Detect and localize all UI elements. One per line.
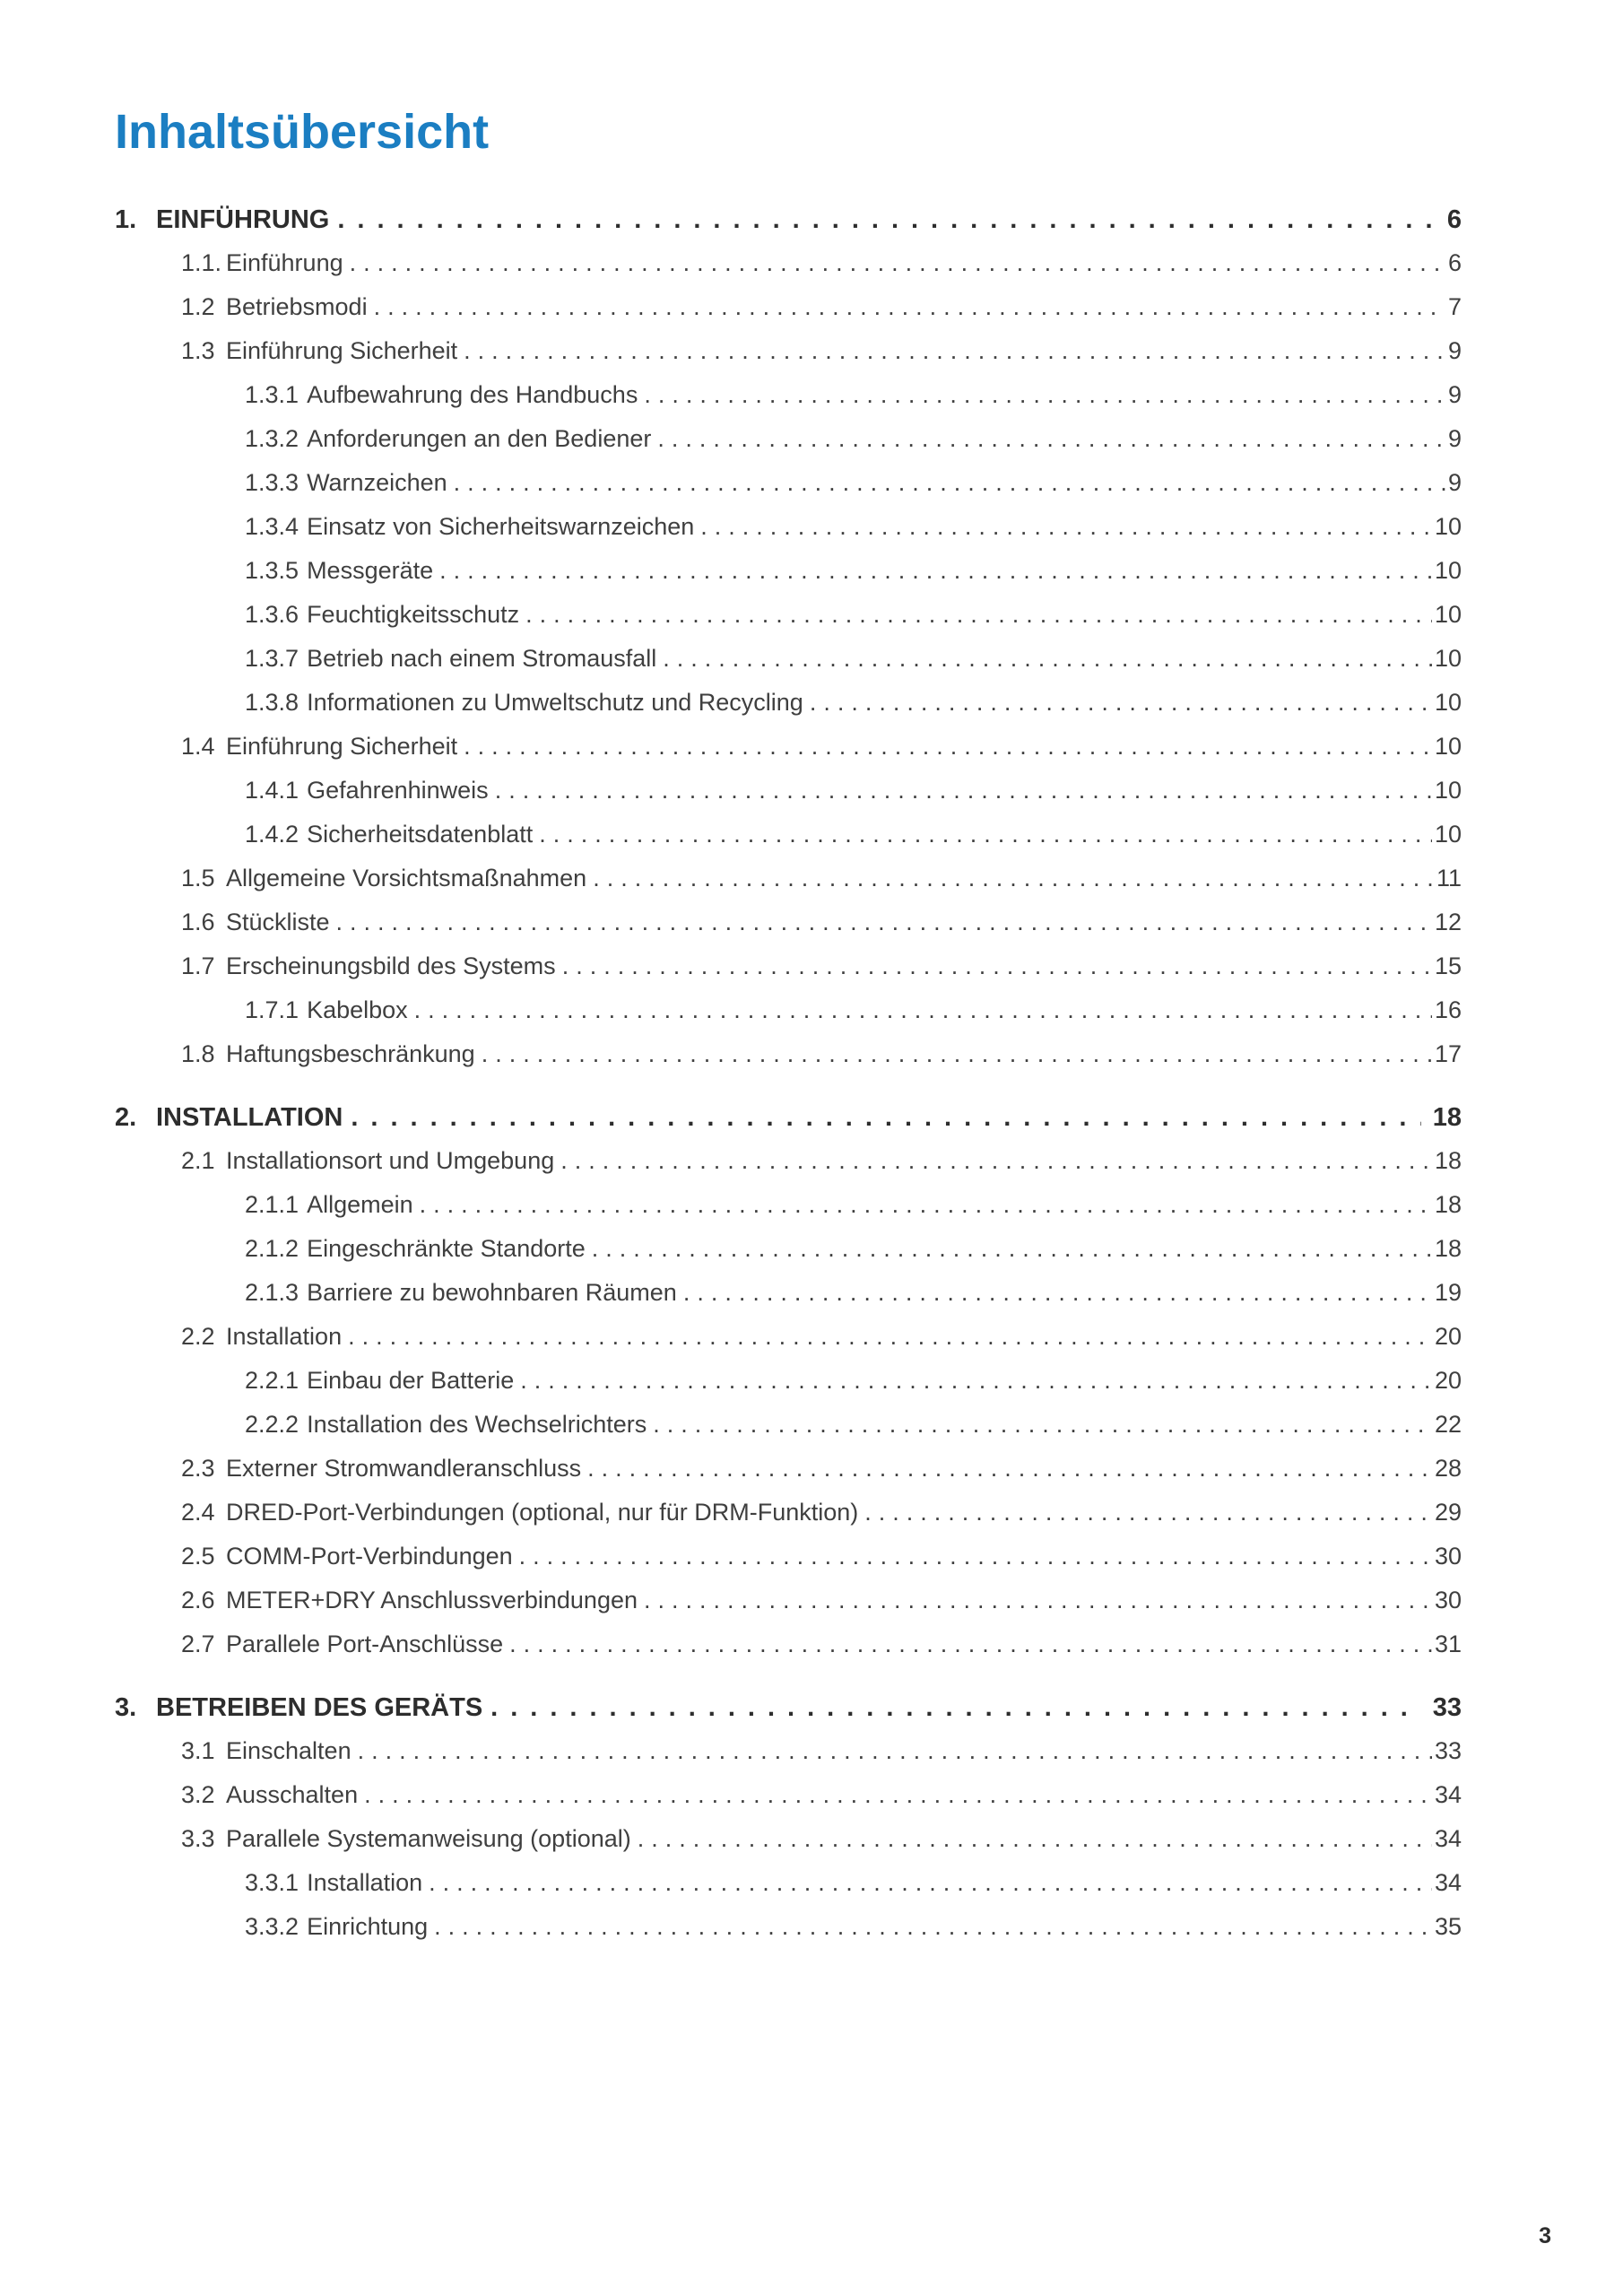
toc-entry-3-2[interactable] (115, 1781, 1462, 1825)
dot-leader (346, 249, 1445, 277)
toc-entry-page: 31 (1434, 1631, 1462, 1658)
toc-entry-page: 18 (1434, 1235, 1462, 1263)
toc-entry-2-1[interactable] (115, 1147, 1462, 1191)
dot-leader (559, 952, 1432, 980)
dot-leader (640, 1587, 1432, 1614)
toc-entry-page: 10 (1434, 513, 1462, 541)
toc-entry-label: Einschalten (226, 1737, 352, 1765)
toc-entry-number: 2.1.3 (245, 1279, 299, 1307)
toc-entry-page: 22 (1434, 1411, 1462, 1439)
toc-entry-number: 1.7.1 (245, 996, 299, 1024)
toc-entry-2-1-1[interactable] (115, 1191, 1462, 1235)
toc-entry-2-1-3[interactable] (115, 1279, 1462, 1323)
toc-entry-number: 1.3.1 (245, 381, 299, 409)
toc-entry-page: 30 (1434, 1543, 1462, 1570)
toc-entry-page: 35 (1434, 1913, 1462, 1941)
toc-entry-1-3-1[interactable] (115, 381, 1462, 425)
dot-leader (649, 1411, 1432, 1439)
dot-leader (485, 1693, 1421, 1723)
toc-entry-label: Betrieb nach einem Stromausfall (307, 645, 657, 673)
toc-entry-number: 1.8 (181, 1040, 215, 1068)
toc-entry-page: 12 (1434, 909, 1462, 936)
dot-leader (436, 557, 1432, 585)
toc-entry-label: Feuchtigkeitsschutz (307, 601, 520, 629)
dot-leader (584, 1455, 1432, 1483)
toc-entry-number: 3.2 (181, 1781, 215, 1809)
toc-entry-label: EINFÜHRUNG (156, 205, 330, 235)
toc-entry-number: 2.1.1 (245, 1191, 299, 1219)
toc-entry-label: Informationen zu Umweltschutz und Recycling (307, 689, 803, 717)
toc-entry-1-3-6[interactable] (115, 601, 1462, 645)
dot-leader (370, 293, 1445, 321)
toc-entry-number: 3.3 (181, 1825, 215, 1853)
dot-leader (588, 1235, 1432, 1263)
dot-leader (332, 205, 1436, 235)
toc-entry-label: Gefahrenhinweis (307, 777, 489, 804)
toc-entry-label: Betriebsmodi (226, 293, 368, 321)
toc-entry-1-6[interactable] (115, 909, 1462, 952)
toc-entry-page: 10 (1434, 601, 1462, 629)
toc-entry-label: Einführung Sicherheit (226, 337, 458, 365)
toc-entry-page: 10 (1434, 557, 1462, 585)
toc-entry-1-5[interactable] (115, 865, 1462, 909)
toc-entry-label: Einsatz von Sicherheitswarnzeichen (307, 513, 695, 541)
toc-entry-page: 6 (1447, 249, 1462, 277)
toc-entry-page: 20 (1434, 1323, 1462, 1351)
dot-leader (360, 1781, 1432, 1809)
toc-entry-label: Allgemeine Vorsichtsmaßnahmen (226, 865, 587, 892)
toc-entry-number: 1.3.3 (245, 469, 299, 497)
toc-entry-page: 28 (1434, 1455, 1462, 1483)
toc-entry-label: Aufbewahrung des Handbuchs (307, 381, 638, 409)
dot-leader (589, 865, 1434, 892)
toc-entry-label: Haftungsbeschränkung (226, 1040, 475, 1068)
dot-leader (659, 645, 1432, 673)
toc-entry-number: 2.1.2 (245, 1235, 299, 1263)
toc-entry-1-4[interactable] (115, 733, 1462, 777)
toc-entry-label: Einführung (226, 249, 343, 277)
toc-entry-1-3-2[interactable] (115, 425, 1462, 469)
toc-entry-label: Messgeräte (307, 557, 434, 585)
dot-leader (460, 337, 1445, 365)
toc-entry-page: 10 (1434, 733, 1462, 761)
toc-entry-page: 10 (1434, 821, 1462, 848)
toc-entry-1-7-1[interactable] (115, 996, 1462, 1040)
toc-entry-2[interactable] (115, 1103, 1462, 1147)
toc-entry-1-1[interactable] (115, 249, 1462, 293)
toc-entry-2-6[interactable] (115, 1587, 1462, 1631)
toc-entry-3-3-2[interactable] (115, 1913, 1462, 1957)
toc-entry-number: 3.1 (181, 1737, 215, 1765)
toc-entry-2-5[interactable] (115, 1543, 1462, 1587)
dot-leader (680, 1279, 1432, 1307)
toc-entry-number: 2.4 (181, 1499, 215, 1526)
toc-entry-label: Externer Stromwandleranschluss (226, 1455, 582, 1483)
dot-leader (697, 513, 1432, 541)
dot-leader (640, 381, 1445, 409)
toc-entry-label: Sicherheitsdatenblatt (307, 821, 534, 848)
toc-entry-2-2-2[interactable] (115, 1411, 1462, 1455)
toc-entry-page: 33 (1434, 1737, 1462, 1765)
toc-entry-page: 10 (1434, 777, 1462, 804)
toc-entry-page: 9 (1447, 381, 1462, 409)
toc-entry-2-1-2[interactable] (115, 1235, 1462, 1279)
toc-entry-label: COMM-Port-Verbindungen (226, 1543, 513, 1570)
dot-leader (506, 1631, 1432, 1658)
toc-entry-label: Allgemein (307, 1191, 413, 1219)
toc-entry-number: 1.4.2 (245, 821, 299, 848)
toc-entry-label: Installation des Wechselrichters (307, 1411, 647, 1439)
toc-entry-label: Einrichtung (307, 1913, 429, 1941)
toc-entry-label: Installation (226, 1323, 343, 1351)
toc-entry-label: Einführung Sicherheit (226, 733, 458, 761)
toc-entry-3-1[interactable] (115, 1737, 1462, 1781)
dot-leader (344, 1323, 1432, 1351)
toc-entry-number: 1.5 (181, 865, 215, 892)
toc-entry-1-3-5[interactable] (115, 557, 1462, 601)
toc-entry-number: 2.1 (181, 1147, 215, 1175)
toc-entry-number: 3.3.2 (245, 1913, 299, 1941)
toc-entry-number: 1.2 (181, 293, 215, 321)
toc-entry-number: 2.2.1 (245, 1367, 299, 1395)
toc-entry-page: 6 (1446, 205, 1462, 235)
toc-entry-page: 11 (1436, 865, 1462, 892)
toc-entry-label: Installation (307, 1869, 423, 1897)
toc-entry-page: 9 (1447, 337, 1462, 365)
toc-entry-label: Einbau der Batterie (307, 1367, 515, 1395)
toc-entry-label: BETREIBEN DES GERÄTS (156, 1693, 483, 1723)
toc-entry-page: 19 (1434, 1279, 1462, 1307)
dot-leader (354, 1737, 1432, 1765)
toc-list (115, 205, 1462, 1957)
toc-entry-page: 20 (1434, 1367, 1462, 1395)
toc-entry-number: 1.7 (181, 952, 215, 980)
toc-entry-label: INSTALLATION (156, 1103, 343, 1133)
dot-leader (806, 689, 1432, 717)
toc-entry-number: 2. (115, 1103, 137, 1133)
toc-entry-page: 10 (1434, 645, 1462, 673)
toc-entry-page: 9 (1447, 469, 1462, 497)
toc-entry-3[interactable] (115, 1693, 1462, 1737)
toc-entry-label: Anforderungen an den Bediener (307, 425, 652, 453)
toc-entry-2-7[interactable] (115, 1631, 1462, 1674)
toc-entry-page: 34 (1434, 1781, 1462, 1809)
toc-entry-1-3-8[interactable] (115, 689, 1462, 733)
toc-entry-label: Parallele Port-Anschlüsse (226, 1631, 504, 1658)
toc-entry-number: 1.6 (181, 909, 215, 936)
toc-entry-2-2[interactable] (115, 1323, 1462, 1367)
toc-entry-number: 1.4 (181, 733, 215, 761)
toc-entry-number: 1.3.6 (245, 601, 299, 629)
toc-entry-page: 30 (1434, 1587, 1462, 1614)
toc-entry-number: 1. (115, 205, 137, 235)
toc-entry-page: 10 (1434, 689, 1462, 717)
toc-entry-page: 7 (1447, 293, 1462, 321)
dot-leader (535, 821, 1432, 848)
toc-entry-1-7[interactable] (115, 952, 1462, 996)
toc-entry-number: 1.1. (181, 249, 222, 277)
dot-leader (460, 733, 1432, 761)
toc-entry-number: 2.7 (181, 1631, 215, 1658)
toc-entry-3-3-1[interactable] (115, 1869, 1462, 1913)
toc-entry-1-3-7[interactable] (115, 645, 1462, 689)
toc-entry-1[interactable] (115, 205, 1462, 249)
toc-entry-label: Kabelbox (307, 996, 408, 1024)
dot-leader (411, 996, 1432, 1024)
dot-leader (516, 1543, 1432, 1570)
toc-entry-1-2[interactable] (115, 293, 1462, 337)
dot-leader (430, 1913, 1432, 1941)
toc-entry-page: 18 (1434, 1191, 1462, 1219)
toc-entry-2-2-1[interactable] (115, 1367, 1462, 1411)
dot-leader (557, 1147, 1432, 1175)
toc-entry-page: 15 (1434, 952, 1462, 980)
toc-entry-page: 33 (1432, 1693, 1462, 1723)
dot-leader (516, 1367, 1432, 1395)
dot-leader (522, 601, 1432, 629)
dot-leader (478, 1040, 1432, 1068)
toc-entry-label: Installationsort und Umgebung (226, 1147, 555, 1175)
toc-entry-page: 34 (1434, 1869, 1462, 1897)
toc-entry-number: 1.3 (181, 337, 215, 365)
toc-entry-number: 1.4.1 (245, 777, 299, 804)
toc-entry-label: Eingeschränkte Standorte (307, 1235, 586, 1263)
toc-entry-number: 2.2.2 (245, 1411, 299, 1439)
toc-entry-2-3[interactable] (115, 1455, 1462, 1499)
toc-entry-page: 9 (1447, 425, 1462, 453)
toc-entry-page: 16 (1434, 996, 1462, 1024)
dot-leader (416, 1191, 1432, 1219)
toc-entry-number: 1.3.4 (245, 513, 299, 541)
toc-entry-number: 1.3.8 (245, 689, 299, 717)
toc-entry-1-8[interactable] (115, 1040, 1462, 1084)
toc-entry-label: METER+DRY Anschlussverbindungen (226, 1587, 638, 1614)
toc-entry-number: 1.3.2 (245, 425, 299, 453)
dot-leader (345, 1103, 1420, 1133)
toc-entry-page: 18 (1432, 1103, 1462, 1133)
toc-entry-label: Parallele Systemanweisung (optional) (226, 1825, 631, 1853)
toc-entry-number: 1.3.7 (245, 645, 299, 673)
dot-leader (491, 777, 1432, 804)
toc-entry-label: Barriere zu bewohnbaren Räumen (307, 1279, 677, 1307)
toc-entry-label: Ausschalten (226, 1781, 359, 1809)
toc-entry-1-3[interactable] (115, 337, 1462, 381)
toc-entry-number: 2.5 (181, 1543, 215, 1570)
toc-entry-1-3-3[interactable] (115, 469, 1462, 513)
toc-entry-number: 2.2 (181, 1323, 215, 1351)
toc-entry-page: 34 (1434, 1825, 1462, 1853)
toc-entry-label: Stückliste (226, 909, 330, 936)
dot-leader (861, 1499, 1432, 1526)
footer-page-number: 3 (1539, 2223, 1551, 2248)
dot-leader (425, 1869, 1432, 1897)
toc-entry-number: 3. (115, 1693, 137, 1723)
toc-entry-page: 29 (1434, 1499, 1462, 1526)
dot-leader (634, 1825, 1432, 1853)
toc-entry-3-3[interactable] (115, 1825, 1462, 1869)
toc-entry-number: 1.3.5 (245, 557, 299, 585)
toc-entry-label: DRED-Port-Verbindungen (optional, nur für DRM-Funktion) (226, 1499, 859, 1526)
toc-entry-1-4-1[interactable] (115, 777, 1462, 821)
toc-entry-label: Warnzeichen (307, 469, 447, 497)
toc-entry-number: 3.3.1 (245, 1869, 299, 1897)
toc-entry-page: 18 (1434, 1147, 1462, 1175)
dot-leader (450, 469, 1445, 497)
toc-entry-page: 17 (1434, 1040, 1462, 1068)
toc-entry-number: 2.6 (181, 1587, 215, 1614)
toc-entry-1-3-4[interactable] (115, 513, 1462, 557)
page-footer (1539, 2223, 1551, 2249)
dot-leader (654, 425, 1445, 453)
toc-entry-2-4[interactable] (115, 1499, 1462, 1543)
toc-entry-label: Erscheinungsbild des Systems (226, 952, 556, 980)
toc-entry-number: 2.3 (181, 1455, 215, 1483)
toc-entry-1-4-2[interactable] (115, 821, 1462, 865)
page-title: Inhaltsübersicht (115, 105, 490, 159)
dot-leader (333, 909, 1432, 936)
